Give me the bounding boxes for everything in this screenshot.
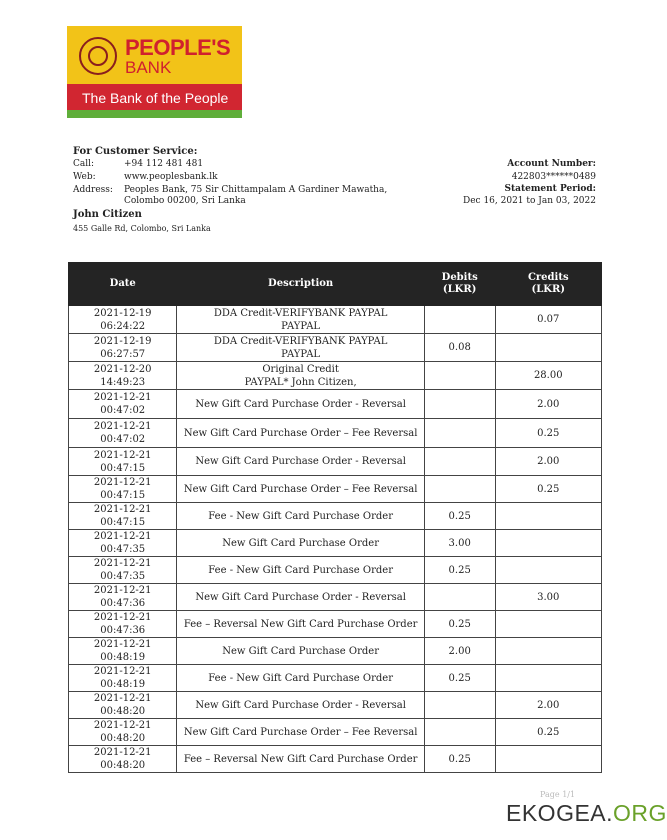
credit-cell: 0.25 [495, 419, 601, 448]
table-row [69, 476, 602, 503]
description-cell: New Gift Card Purchase Order [177, 530, 424, 557]
date-cell: 2021-12-20 14:49:23 [69, 362, 177, 390]
account-number-label: Account Number: [507, 159, 596, 169]
date-cell: 2021-12-19 06:27:57 [69, 334, 177, 362]
debit-cell [424, 584, 495, 611]
credit-cell [495, 746, 601, 773]
debit-cell: 0.25 [424, 746, 495, 773]
debit-cell: 2.00 [424, 638, 495, 665]
table-row [69, 334, 602, 362]
customer-name: John Citizen [73, 209, 142, 220]
description-cell: Fee – Reversal New Gift Card Purchase Order [177, 746, 424, 773]
debit-cell [424, 692, 495, 719]
table-row [69, 719, 602, 746]
table-row [69, 638, 602, 665]
date-cell: 2021-12-21 00:48:20 [69, 719, 177, 746]
table-header-row [69, 263, 602, 306]
credit-cell: 0.25 [495, 476, 601, 503]
table-row [69, 448, 602, 476]
description-cell: New Gift Card Purchase Order [177, 638, 424, 665]
date-cell: 2021-12-21 00:47:35 [69, 557, 177, 584]
description-cell: DDA Credit-VERIFYBANK PAYPAL PAYPAL [177, 334, 424, 362]
credit-cell: 0.07 [495, 306, 601, 334]
call-label: Call: [73, 159, 95, 169]
address-line-2: Colombo 00200, Sri Lanka [124, 196, 246, 206]
date-cell: 2021-12-21 00:47:36 [69, 611, 177, 638]
address-label: Address: [73, 185, 113, 195]
table-row [69, 665, 602, 692]
debit-cell: 0.25 [424, 611, 495, 638]
bank-emblem-icon [79, 37, 117, 75]
credit-cell: 2.00 [495, 448, 601, 476]
description-cell: Fee - New Gift Card Purchase Order [177, 503, 424, 530]
date-cell: 2021-12-21 00:47:15 [69, 448, 177, 476]
credit-cell: 0.25 [495, 719, 601, 746]
description-cell: Fee - New Gift Card Purchase Order [177, 665, 424, 692]
web-label: Web: [73, 172, 96, 182]
debit-cell [424, 476, 495, 503]
description-cell: New Gift Card Purchase Order - Reversal [177, 692, 424, 719]
credit-cell: 2.00 [495, 692, 601, 719]
date-cell: 2021-12-21 00:48:20 [69, 692, 177, 719]
credit-cell: 2.00 [495, 390, 601, 419]
credit-cell [495, 611, 601, 638]
credit-cell [495, 557, 601, 584]
description-cell: Fee - New Gift Card Purchase Order [177, 557, 424, 584]
page-number: Page 1/1 [540, 790, 576, 799]
table-row [69, 390, 602, 419]
date-cell: 2021-12-21 00:47:15 [69, 476, 177, 503]
header-date: Date [69, 263, 177, 306]
debit-cell: 0.25 [424, 665, 495, 692]
statement-period: Dec 16, 2021 to Jan 03, 2022 [463, 196, 596, 206]
table-row [69, 692, 602, 719]
date-cell: 2021-12-21 00:47:02 [69, 419, 177, 448]
description-cell: New Gift Card Purchase Order - Reversal [177, 448, 424, 476]
logo-name-line1: PEOPLE'S [125, 35, 231, 60]
table-row [69, 746, 602, 773]
debit-cell: 0.25 [424, 557, 495, 584]
date-cell: 2021-12-21 00:47:15 [69, 503, 177, 530]
credit-cell: 3.00 [495, 584, 601, 611]
debit-cell [424, 719, 495, 746]
customer-address: 455 Galle Rd, Colombo, Sri Lanka [73, 224, 211, 233]
account-number: 422803******0489 [511, 172, 596, 182]
header-debits: Debits (LKR) [424, 263, 495, 306]
logo-tagline: The Bank of the People [82, 90, 229, 106]
date-cell: 2021-12-21 00:47:02 [69, 390, 177, 419]
description-cell: New Gift Card Purchase Order – Fee Reversal [177, 419, 424, 448]
table-row [69, 557, 602, 584]
debit-cell [424, 306, 495, 334]
debit-cell [424, 362, 495, 390]
credit-cell [495, 334, 601, 362]
table-row [69, 419, 602, 448]
table-row [69, 530, 602, 557]
header-credits: Credits (LKR) [495, 263, 601, 306]
credit-cell [495, 530, 601, 557]
table-row [69, 503, 602, 530]
description-cell: New Gift Card Purchase Order – Fee Reversal [177, 719, 424, 746]
call-value: +94 112 481 481 [124, 159, 204, 169]
table-row [69, 362, 602, 390]
date-cell: 2021-12-19 06:24:22 [69, 306, 177, 334]
credit-cell [495, 638, 601, 665]
description-cell: New Gift Card Purchase Order - Reversal [177, 390, 424, 419]
description-cell: New Gift Card Purchase Order – Fee Reversal [177, 476, 424, 503]
watermark: EKOGEA.ORG [506, 800, 667, 826]
logo-green-band [67, 110, 242, 118]
debit-cell: 0.08 [424, 334, 495, 362]
description-cell: New Gift Card Purchase Order - Reversal [177, 584, 424, 611]
header-description: Description [177, 263, 424, 306]
description-cell: Original Credit PAYPAL* John Citizen, [177, 362, 424, 390]
bank-logo [67, 26, 242, 118]
credit-cell: 28.00 [495, 362, 601, 390]
debit-cell: 3.00 [424, 530, 495, 557]
logo-name-line2: BANK [125, 58, 172, 77]
transactions-table [68, 262, 602, 773]
debit-cell [424, 390, 495, 419]
address-line-1: Peoples Bank, 75 Sir Chittampalam A Gardiner Mawatha, [124, 185, 388, 195]
debit-cell [424, 448, 495, 476]
description-cell: DDA Credit-VERIFYBANK PAYPAL PAYPAL [177, 306, 424, 334]
date-cell: 2021-12-21 00:47:36 [69, 584, 177, 611]
debit-cell [424, 419, 495, 448]
customer-service-title: For Customer Service: [73, 146, 198, 157]
date-cell: 2021-12-21 00:48:19 [69, 638, 177, 665]
table-row [69, 306, 602, 334]
date-cell: 2021-12-21 00:48:20 [69, 746, 177, 773]
statement-period-label: Statement Period: [504, 184, 596, 194]
description-cell: Fee – Reversal New Gift Card Purchase Order [177, 611, 424, 638]
credit-cell [495, 665, 601, 692]
table-row [69, 584, 602, 611]
table-row [69, 611, 602, 638]
date-cell: 2021-12-21 00:48:19 [69, 665, 177, 692]
web-value: www.peoplesbank.lk [124, 172, 218, 182]
debit-cell: 0.25 [424, 503, 495, 530]
date-cell: 2021-12-21 00:47:35 [69, 530, 177, 557]
credit-cell [495, 503, 601, 530]
